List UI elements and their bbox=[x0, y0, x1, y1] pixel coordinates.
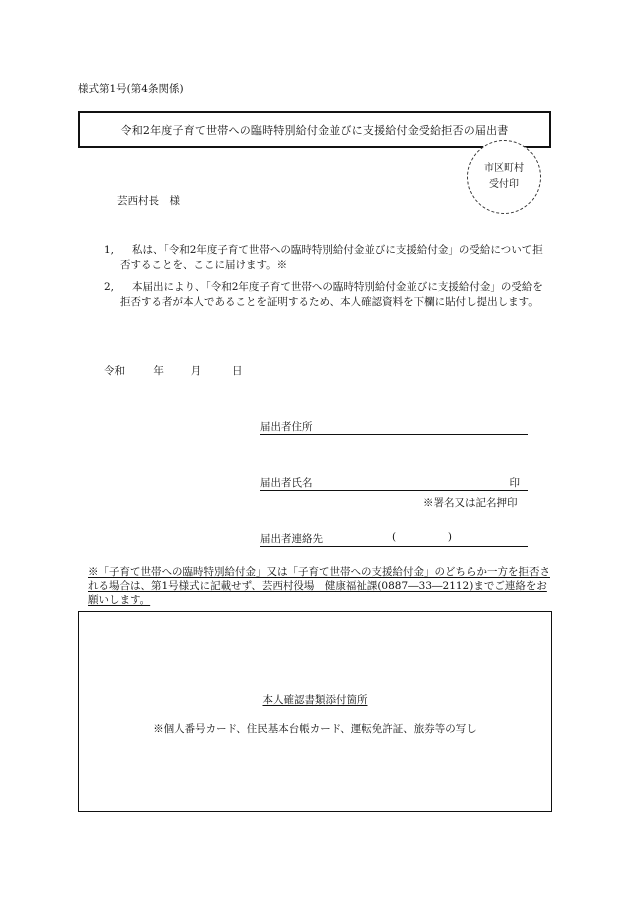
date-era: 令和 bbox=[104, 365, 125, 377]
item-number: 2, bbox=[104, 281, 115, 293]
addressee: 芸西村長 様 bbox=[117, 195, 180, 207]
address-field[interactable] bbox=[260, 419, 528, 435]
contact-field[interactable] bbox=[260, 531, 528, 547]
seal-mark: 印 bbox=[509, 477, 520, 489]
attachment-title: 本人確認書類添付箇所 bbox=[262, 694, 368, 706]
document-title: 令和2年度子育て世帯への臨時特別給付金並びに支援給付金受給拒否の届出書 bbox=[120, 123, 509, 137]
paren-open: ( bbox=[392, 531, 397, 543]
date-day: 日 bbox=[232, 365, 243, 377]
name-field[interactable] bbox=[260, 475, 528, 491]
item-number: 1, bbox=[104, 244, 115, 256]
document-title-box bbox=[78, 111, 551, 148]
date-year: 年 bbox=[153, 365, 164, 377]
paren-close: ) bbox=[447, 531, 452, 543]
form-number: 様式第1号(第4条関係) bbox=[78, 83, 184, 95]
stamp-line-1: 市区町村 bbox=[484, 163, 524, 174]
stamp-line-2: 受付印 bbox=[489, 179, 519, 190]
id-document-attachment-box bbox=[78, 611, 552, 812]
date-month: 月 bbox=[190, 365, 202, 377]
attachment-note: ※個人番号カード、住民基本台帳カード、運転免許証、旅券等の写し bbox=[153, 723, 477, 735]
address-label: 届出者住所 bbox=[260, 421, 313, 433]
reception-stamp-area bbox=[467, 140, 541, 214]
item-text: 本届出により、「令和2年度子育て世帯への臨時特別給付金並びに支援給付金」の受給を拒否する者が本人であることを証明するため、本人確認資料を下欄に貼付し提出します。 bbox=[120, 281, 543, 308]
phone-parentheses bbox=[392, 531, 452, 543]
statement-item-2 bbox=[104, 280, 544, 310]
date-line bbox=[104, 363, 243, 378]
signature-note: ※署名又は記名押印 bbox=[423, 497, 518, 509]
statement-item-1 bbox=[104, 243, 544, 273]
name-label: 届出者氏名 bbox=[260, 477, 313, 489]
item-text: 私は、「令和2年度子育て世帯への臨時特別給付金並びに支援給付金」の受給について拒否することを、ここに届けます。※ bbox=[120, 244, 543, 271]
contact-label: 届出者連絡先 bbox=[260, 533, 323, 545]
contact-note: ※「子育て世帯への臨時特別給付金」又は「子育て世帯への支援給付金」のどちらか一方を拒否される場合は、第1号様式に記載せず、芸西村役場 健康福祉課(0887―33―2112)までご連絡をお願いします。 bbox=[88, 566, 550, 606]
